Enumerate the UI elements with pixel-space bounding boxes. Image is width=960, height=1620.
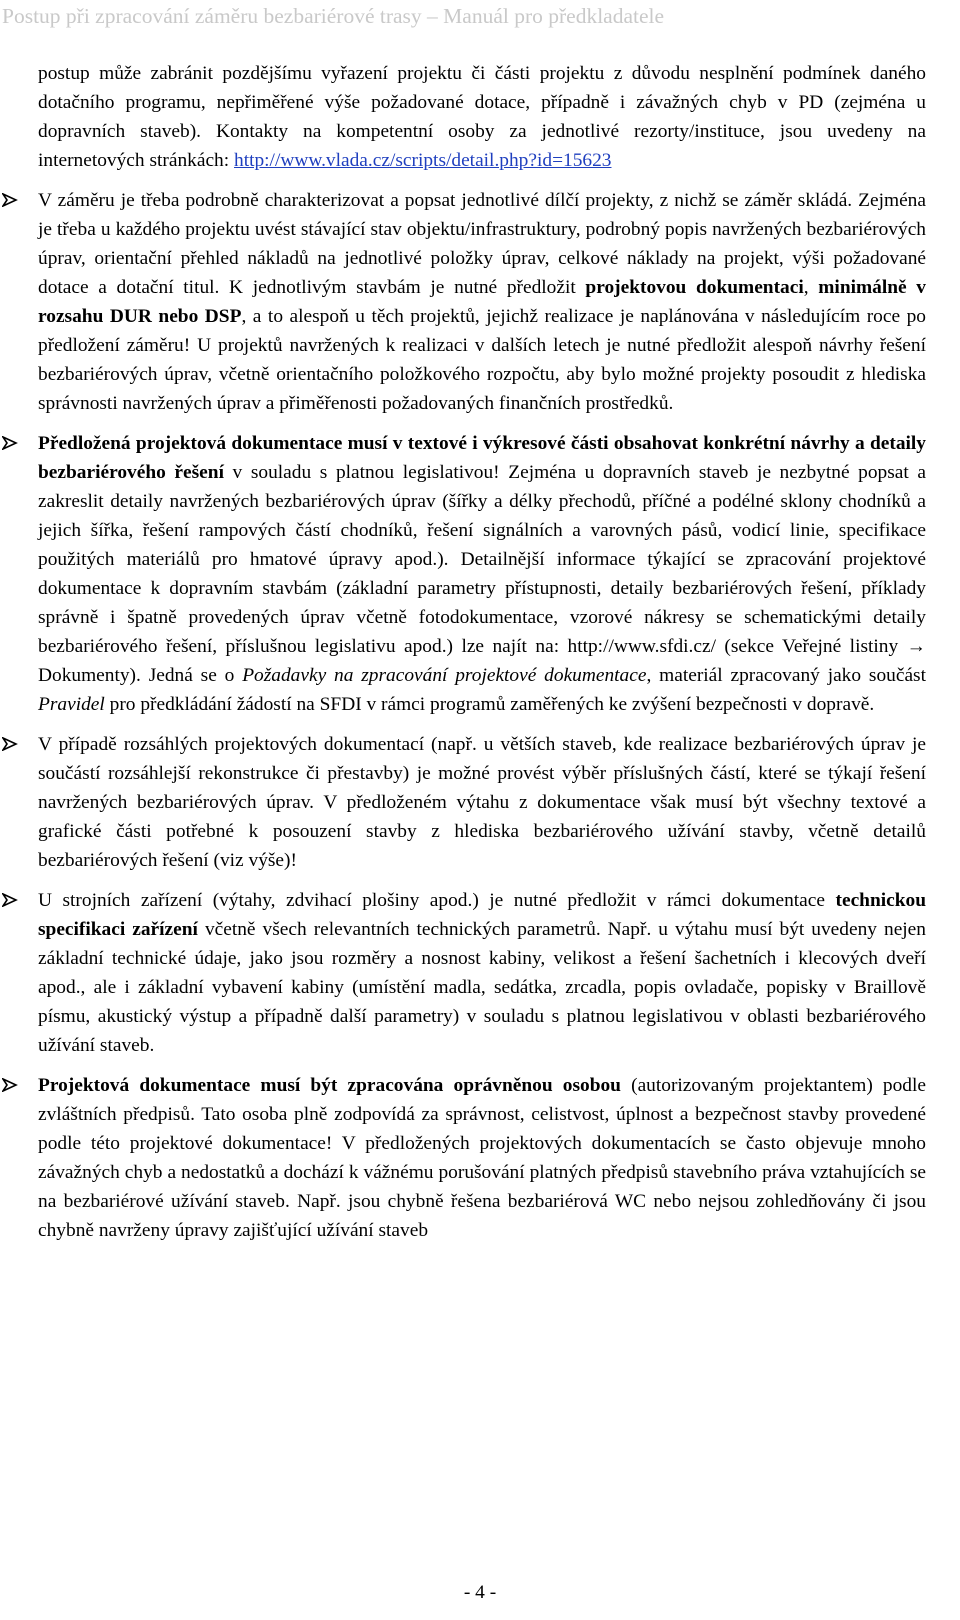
bullet-text: V záměru je třeba podrobně charakterizovat a popsat jednotlivé dílčí projekty, z nichž se záměr skládá. Zejména je třeba u každého projektu uvést stávající stav objektu/infrastruktury, podrobný popis navržených bezbariérových úprav, orientační přehled nákladů na jednotlivé položky úprav, celkové náklady na projekt, výši požadované dotace a dotační titul. K jednotlivým stavbám je nutné předložit [38,190,926,298]
arrow-bullet-icon [0,1071,22,1100]
bullet-item-project-description [38,186,926,418]
bullet-bold-text: minimálně v rozsahu DUR nebo DSP [38,277,926,327]
bullet-text: , a to alespoň u těch projektů, jejichž realizace je naplánována v následujícím roce po předložení záměru! U projektů navržených k realizaci v dalších letech je nutné předložit alespoň návrhy řešení bezbariérových úprav, včetně orientačního položkového rozpočtu, aby bylo možné projekty posoudit z hlediska správnosti navržených úprav a přiměřenosti požadovaných finančních prostředků. [38,306,926,414]
bullet-italic-text: Požadavky na zpracování projektové dokumentace [242,665,647,686]
arrow-bullet-icon [0,730,22,759]
bullet-bold-text: Předložená projektová dokumentace musí v textové i výkresové části obsahovat konkrétní návrhy a detaily bezbariérového řešení [38,433,926,483]
intro-text: postup může zabránit pozdějšímu vyřazení projektu či části projektu z důvodu nesplnění podmínek daného dotačního programu, nepřiměřené výše požadované dotace, případně i závažných chyb v PD (zejména u dopravních staveb). Kontakty na kompetentní osoby za jednotlivé rezorty/instituce, jsou uvedeny na internetových stránkách: [38,63,926,171]
running-header: Postup při zpracování záměru bezbariérové trasy – Manuál pro předkladatele [2,4,665,28]
bullet-item-machinery [38,886,926,1060]
bullet-bold-text: projektovou dokumentaci [585,277,804,298]
arrow-bullet-icon [0,429,22,458]
bullet-text: v souladu s platnou legislativou! Zejména u dopravních staveb je nezbytné popsat a zakreslit detaily navržených bezbariérových úprav (šířky a délky přechodů, příčné a podélné sklony chodníků a jejich šířka, řešení rampových částí chodníků, řešení signálních a varovných pásů, vodicí linie, specifikace použitých materiálů pro hmatové úpravy apod.). Detailnější informace týkající se zpracování projektové dokumentace k dopravním stavbám (základní parametry přístupnosti, detaily bezbariérových řešení, příklady správně i špatně provedených úprav včetně fotodokumentace, vzorové nákresy se schematickými detaily bezbariérového řešení, příslušnou legislativu apod.) lze najít na: http://www.sfdi.cz/ (sekce Veřejné listiny [38,462,926,657]
vlada-link[interactable]: http://www.vlada.cz/scripts/detail.php?id=15623 [234,150,612,171]
bullet-item-documentation-requirements [38,429,926,719]
page-number: - 4 - [463,1582,497,1603]
bullet-item-authorized-person [38,1071,926,1245]
bullet-text: včetně všech relevantních technických parametrů. Např. u výtahu musí být uvedeny nejen základní technické údaje, jako jsou rozměry a nosnost kabiny, velikost a řešení šachetních i klecových dveří apod., ale i základní vybavení kabiny (umístění madla, sedátka, zrcadla, popis ovladače, popisky v Braillově písmu, akustický výstup a případně další parametry) v souladu s platnou legislativou v oblasti bezbariérového užívání staveb. [38,919,926,1056]
bullet-text: pro předkládání žádostí na SFDI v rámci programů zaměřených ke zvýšení bezpečnosti v dopravě. [104,694,875,715]
intro-paragraph [38,59,926,175]
bullet-text: , materiál zpracovaný jako součást [646,665,926,686]
bullet-italic-text: Pravidel [38,694,105,715]
document-body [38,59,926,1245]
bullet-text: U strojních zařízení (výtahy, zdvihací plošiny apod.) je nutné předložit v rámci dokumentace [38,890,836,911]
bullet-text: V případě rozsáhlých projektových dokumentací (např. u větších staveb, kde realizace bezbariérových úprav je součástí rozsáhlejší rekonstrukce či přestavby) je možné provést výběr příslušných částí, které se týkají řešení navržených bezbariérových úprav. V předloženém výtahu z dokumentace však musí být všechny textové a grafické části potřebné k posouzení stavby z hlediska bezbariérového užívání stavby, včetně detailů bezbariérových řešení (viz výše)! [38,734,926,871]
arrow-bullet-icon [0,186,22,215]
bullet-text: (autorizovaným projektantem) podle zvláštních předpisů. Tato osoba plně zodpovídá za správnost, celistvost, úplnost a bezpečnost stavby provedené podle této projektové dokumentace! V předložených projektových dokumentacích se často objevuje mnoho závažných chyb a nedostatků a dochází k vážnému porušování platných předpisů stavebního práva vztahujících se na bezbariérové užívání staveb. Např. jsou chybně řešena bezbariérová WC nebo nejsou zohledňovány či jsou chybně navrženy úpravy zajišťující užívání staveb [38,1075,926,1241]
arrow-bullet-icon [0,886,22,915]
right-arrow-icon: → [906,635,926,657]
bullet-text: , [803,277,819,298]
bullet-text: Dokumenty). Jedná se o [38,665,243,686]
bullet-bold-text: Projektová dokumentace musí být zpracována oprávněnou osobou [38,1075,621,1096]
bullet-item-large-documentation [38,730,926,875]
bullet-bold-text: technickou specifikaci zařízení [38,890,926,940]
